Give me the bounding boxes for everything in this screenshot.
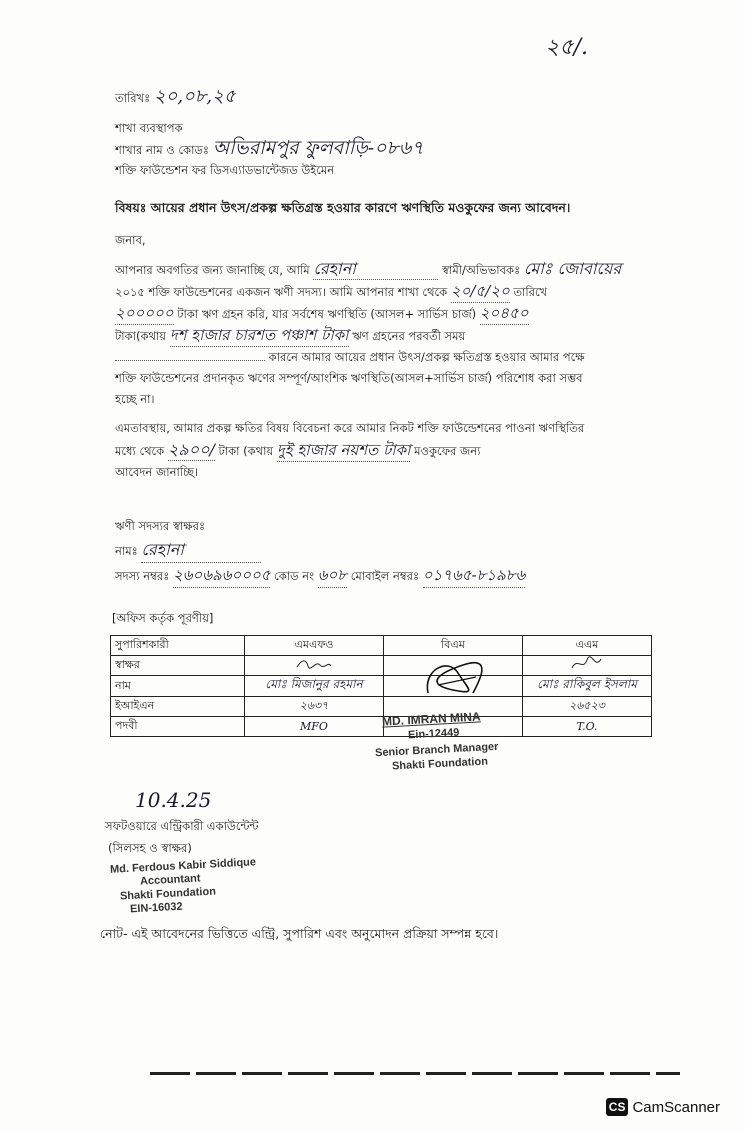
camscanner-text: CamScanner — [632, 1098, 720, 1116]
mfo-designation: MFO — [245, 717, 384, 737]
bm-signature-scribble — [418, 655, 488, 705]
table-row — [111, 697, 652, 717]
member-mobile-value: ০১৭৬৫-৮১৯৮৬ — [423, 563, 525, 588]
member-name-label: নামঃ — [115, 544, 138, 558]
address-block — [115, 118, 424, 180]
header-am: এএম — [523, 636, 652, 656]
date-value: ২০,০৮,২৫ — [153, 86, 236, 107]
mfo-name: মোঃ মিজানুর রহমান — [245, 676, 384, 697]
p1-text-f: টাকা(কথায় — [115, 329, 167, 343]
p1-text-b: স্বামী/অভিভাবকঃ — [442, 263, 521, 277]
member-block — [115, 514, 525, 588]
member-id-value: ২৬০৬৯৬০০০৫ — [173, 563, 271, 588]
branch-value: অভিরামপুর ফুলবাড়ি-০৮৬৭ — [212, 137, 424, 159]
guardian-name: মোঃ জোবায়ের — [523, 259, 622, 278]
p2-text-a: এমতাবস্থায়, আমার প্রকল্প ক্ষতির বিষয় বিবেচনা করে আমার নিকট শক্তি ফাউন্ডেশনের পাওনা ঋণস্থিতির — [115, 421, 585, 435]
p1-text-g: ঋণ গ্রহনের পরবর্তী সময় — [352, 329, 466, 343]
row-label-signature: স্বাক্ষর — [111, 656, 245, 676]
accountant-stamp-org: Shakti Foundation — [119, 885, 217, 903]
p1-text-e: টাকা ঋণ গ্রহন করি, যার সর্বশেষ ঋণস্থিতি (আসল+ সার্ভিস চার্জ) — [177, 307, 477, 321]
header-bm: বিএম — [384, 636, 523, 656]
bm-stamp-ein: Ein-12449 — [407, 726, 460, 742]
branch-label: শাখার নাম ও কোডঃ — [115, 143, 210, 157]
signature-mark — [294, 657, 334, 671]
p2-text-e: আবেদন জানাচ্ছি। — [115, 465, 199, 479]
am-signature — [523, 656, 652, 676]
accountant-note: (সিলসহ ও স্বাক্ষর) — [108, 841, 192, 855]
balance-amount: ২০৪৫০ — [480, 303, 529, 325]
address-line-2 — [115, 138, 424, 160]
applicant-name: রেহানা — [313, 258, 438, 280]
scan-edge-line — [150, 1072, 680, 1075]
row-label-ein: ইআইএন — [111, 697, 245, 717]
am-ein: ২৬৫২৩ — [523, 697, 652, 717]
p1-text-c: ২০১৫ শক্তি ফাউন্ডেশনের একজন ঋণী সদস্য। আমি আপনার শাখা থেকে — [115, 285, 448, 299]
accountant-sig-date: 10.4.25 — [135, 788, 212, 812]
mfo-ein: ২৬৩৭ — [245, 697, 384, 717]
row-label-name: নাম — [111, 676, 245, 697]
accountant-stamp-title: Accountant — [139, 872, 201, 888]
bm-stamp-name: MD. IMRAN MINA — [381, 709, 481, 729]
reason-blank — [115, 360, 265, 361]
loan-date: ২০/৫/২০ — [451, 281, 510, 303]
subject: বিষয়ঃ আয়ের প্রধান উৎস/প্রকল্প ক্ষতিগ্রস্ত হওয়ার কারণে ঋণস্থিতি মওকুফের জন্য আবেদন। — [115, 200, 571, 215]
p2-text-b: মধ্যে থেকে — [115, 444, 165, 458]
office-table-header — [111, 636, 652, 656]
body-paragraph-2 — [115, 418, 584, 483]
member-code-label: কোড নং — [274, 569, 315, 583]
am-designation: T.O. — [523, 717, 652, 737]
waiver-words: দুই হাজার নয়শত টাকা — [277, 440, 411, 462]
camscanner-watermark — [606, 1098, 720, 1116]
header-mfo: এমএফও — [245, 636, 384, 656]
office-heading: [অফিস কর্তৃক পূরণীয়] — [112, 611, 214, 625]
p1-text-h: কারনে আমার আয়ের প্রধান উৎস/প্রকল্প ক্ষতিগ্রস্ত হওয়ার আমার পক্ষে — [268, 350, 585, 364]
row-label-designation: পদবী — [111, 717, 245, 737]
address-line-3: শক্তি ফাউন্ডেশন ফর ডিসএ্যাডভান্টেজড উইমেন — [115, 163, 335, 177]
footer-note: নোট- এই আবেদনের ভিত্তিতে এন্ট্রি, সুপারিশ এবং অনুমোদন প্রক্রিয়া সম্পন্ন হবে। — [100, 926, 499, 941]
p1-text-j: হচ্ছে না। — [115, 392, 155, 406]
waiver-amount: ২৯০০/ — [167, 440, 215, 459]
p2-text-c: টাকা (কথায় — [218, 444, 274, 458]
header-recommender: সুপারিশকারী — [111, 636, 245, 656]
member-code-value: ৬০৮ — [318, 563, 347, 588]
signature-mark — [567, 656, 607, 672]
office-table — [110, 635, 652, 737]
loan-amount: ২০০০০০ — [115, 303, 174, 325]
accountant-stamp-name: Md. Ferdous Kabir Siddique — [109, 856, 257, 876]
bm-stamp-org: Shakti Foundation — [391, 755, 489, 773]
table-row — [111, 656, 652, 676]
bm-stamp-title: Senior Branch Manager — [374, 740, 499, 760]
table-row — [111, 676, 652, 697]
balance-words: দশ হাজার চারশত পঞ্চাশ টাকা — [170, 325, 349, 347]
member-sig-label: ঋণী সদস্যর স্বাক্ষরঃ — [115, 519, 206, 533]
accountant-stamp-ein: EIN-16032 — [129, 900, 183, 916]
member-mobile-label: মোবাইল নম্বরঃ — [350, 569, 420, 583]
p1-text-d: তারিখে — [513, 285, 548, 299]
date-label: তারিখঃ — [115, 91, 151, 105]
am-name: মোঃ রাকিবুল ইসলাম — [523, 676, 652, 697]
corner-mark: ২৫/. — [545, 35, 588, 60]
member-id-label: সদস্য নম্বরঃ — [115, 569, 170, 583]
p1-text-a: আপনার অবগতির জন্য জানাচ্ছি যে, আমি — [115, 263, 310, 277]
body-paragraph-1 — [115, 258, 675, 410]
salutation: জনাব, — [115, 233, 146, 247]
p1-text-i: শক্তি ফাউন্ডেশনের প্রদানকৃত ঋণের সম্পূর্ণ/আংশিক ঋণস্থিতি(আসল+সার্ভিস চার্জ) পরিশোধ করা সম্ভব — [115, 371, 583, 385]
accountant-title: সফটওয়ারে এন্ট্রিকারী একাউন্টেন্ট — [105, 819, 259, 833]
camscanner-logo-icon: CS — [606, 1098, 629, 1116]
member-name-value: রেহানা — [141, 538, 261, 563]
p2-text-d: মওকুফের জন্য — [414, 444, 481, 458]
address-line-1: শাখা ব্যবস্থাপক — [115, 121, 183, 135]
date-row — [115, 82, 236, 113]
mfo-signature — [245, 656, 384, 676]
